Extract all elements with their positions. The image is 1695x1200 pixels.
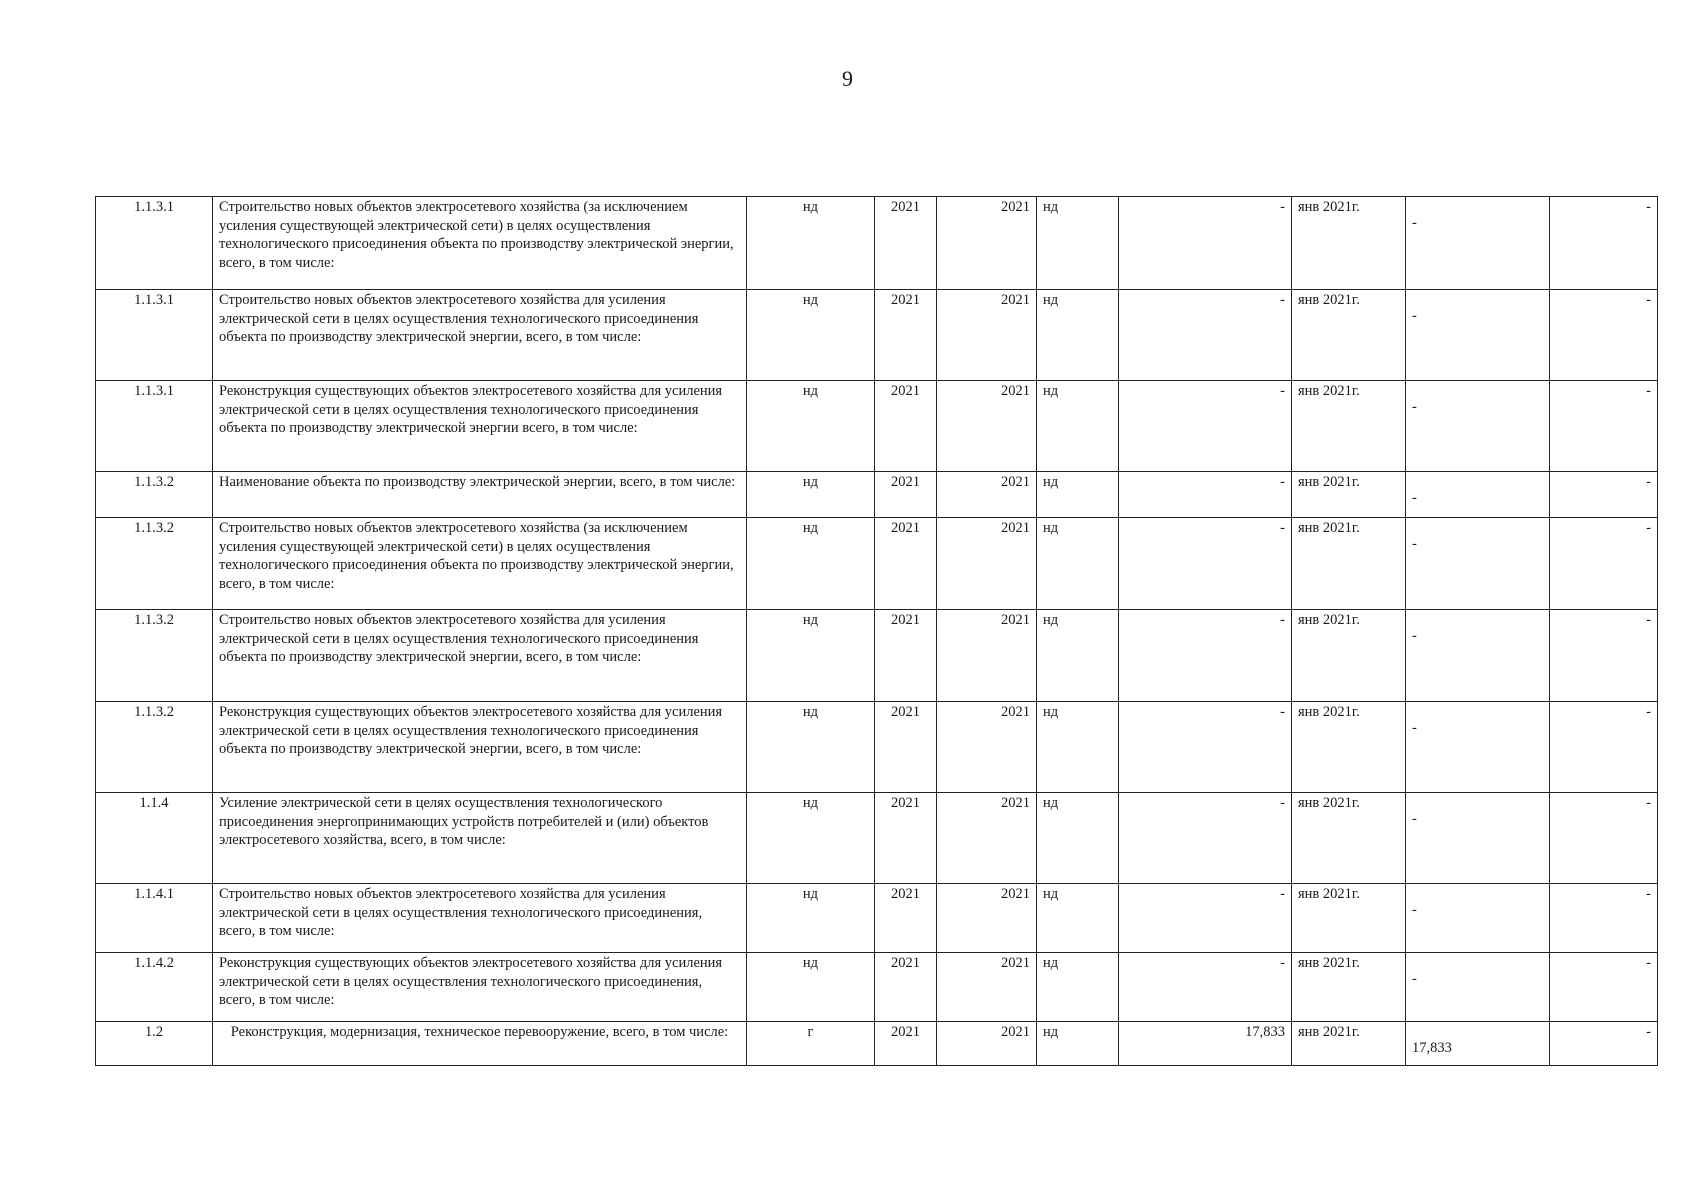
row-value2: - [1412,720,1417,736]
row-date: янв 2021г. [1292,518,1406,610]
row-value2: - [1412,490,1417,506]
row-value2: - [1412,628,1417,644]
row-name: Наименование объекта по производству электрической энергии, всего, в том числе: [213,472,747,518]
row-year-start: 2021 [875,793,937,884]
table-row [96,953,1658,1022]
row-type: нд [747,793,875,884]
row-value: 17,833 [1119,1022,1292,1066]
row-year-start: 2021 [875,1022,937,1066]
row-value: - [1119,610,1292,702]
row-value3: - [1550,953,1658,1022]
row-value2: - [1412,811,1417,827]
row-number: 1.1.3.2 [96,702,213,793]
row-year-start: 2021 [875,884,937,953]
row-year-end: 2021 [937,518,1037,610]
row-value: - [1119,197,1292,290]
row-name: Строительство новых объектов электросетевого хозяйства для усиления электрической сети в целях осуществления технологического присоединения, всего, в том числе: [213,884,747,953]
row-type: нд [747,610,875,702]
row-value3: - [1550,1022,1658,1066]
row-status: нд [1037,953,1119,1022]
row-value3: - [1550,472,1658,518]
row-number: 1.1.3.2 [96,472,213,518]
row-number: 1.1.3.2 [96,518,213,610]
investment-table [95,196,1658,1066]
row-status: нд [1037,290,1119,381]
row-date: янв 2021г. [1292,793,1406,884]
row-value3: - [1550,290,1658,381]
row-year-end: 2021 [937,381,1037,472]
row-status: нд [1037,793,1119,884]
row-date: янв 2021г. [1292,472,1406,518]
row-name: Строительство новых объектов электросетевого хозяйства для усиления электрической сети в целях осуществления технологического присоединения объекта по производству электрической энергии, всего, в том числе: [213,290,747,381]
row-year-end: 2021 [937,702,1037,793]
row-name: Реконструкция, модернизация, техническое перевооружение, всего, в том числе: [213,1022,747,1066]
row-value3: - [1550,610,1658,702]
row-year-start: 2021 [875,953,937,1022]
row-value: - [1119,793,1292,884]
row-value: - [1119,884,1292,953]
row-value: - [1119,472,1292,518]
row-name: Строительство новых объектов электросетевого хозяйства (за исключением усиления существующей электрической сети) в целях осуществления технологического присоединения объекта по производству электрической энергии, всего, в том числе: [213,518,747,610]
row-date: янв 2021г. [1292,953,1406,1022]
table-row [96,518,1658,610]
row-value2: - [1412,536,1417,552]
row-date: янв 2021г. [1292,884,1406,953]
table-row [96,1022,1658,1066]
row-date: янв 2021г. [1292,290,1406,381]
row-status: нд [1037,884,1119,953]
row-type: г [747,1022,875,1066]
row-year-start: 2021 [875,702,937,793]
row-name: Строительство новых объектов электросетевого хозяйства (за исключением усиления существующей электрической сети) в целях осуществления технологического присоединения объекта по производству электрической энергии, всего, в том числе: [213,197,747,290]
row-value2: - [1412,399,1417,415]
row-type: нд [747,381,875,472]
row-value: - [1119,290,1292,381]
row-value3: - [1550,197,1658,290]
table-row [96,884,1658,953]
table-row [96,472,1658,518]
row-value2: - [1412,902,1417,918]
row-number: 1.1.3.1 [96,197,213,290]
row-year-end: 2021 [937,197,1037,290]
row-year-start: 2021 [875,381,937,472]
table-row [96,381,1658,472]
row-name: Усиление электрической сети в целях осуществления технологического присоединения энергопринимающих устройств потребителей и (или) объектов электросетевого хозяйства, всего, в том числе: [213,793,747,884]
row-type: нд [747,197,875,290]
row-year-start: 2021 [875,290,937,381]
row-value: - [1119,381,1292,472]
row-date: янв 2021г. [1292,197,1406,290]
row-value3: - [1550,702,1658,793]
row-year-start: 2021 [875,197,937,290]
row-year-end: 2021 [937,610,1037,702]
table-row [96,610,1658,702]
row-type: нд [747,290,875,381]
row-date: янв 2021г. [1292,702,1406,793]
row-value3: - [1550,381,1658,472]
row-year-start: 2021 [875,472,937,518]
row-status: нд [1037,381,1119,472]
row-value: - [1119,518,1292,610]
row-type: нд [747,518,875,610]
row-number: 1.1.4.1 [96,884,213,953]
page-number: 9 [842,66,853,91]
row-name: Реконструкция существующих объектов электросетевого хозяйства для усиления электрической сети в целях осуществления технологического присоединения объекта по производству электрической энергии всего, в том числе: [213,381,747,472]
row-value2: 17,833 [1412,1040,1452,1056]
row-number: 1.1.3.1 [96,381,213,472]
row-year-end: 2021 [937,793,1037,884]
row-number: 1.1.4 [96,793,213,884]
row-number: 1.2 [96,1022,213,1066]
row-status: нд [1037,472,1119,518]
row-value2: - [1412,215,1417,231]
row-value2: - [1412,308,1417,324]
row-number: 1.1.4.2 [96,953,213,1022]
row-type: нд [747,953,875,1022]
row-type: нд [747,472,875,518]
row-value2: - [1412,971,1417,987]
row-name: Строительство новых объектов электросетевого хозяйства для усиления электрической сети в целях осуществления технологического присоединения объекта по производству электрической энергии, всего, в том числе: [213,610,747,702]
row-date: янв 2021г. [1292,610,1406,702]
row-status: нд [1037,702,1119,793]
row-type: нд [747,702,875,793]
row-year-end: 2021 [937,290,1037,381]
row-type: нд [747,884,875,953]
row-date: янв 2021г. [1292,1022,1406,1066]
row-value3: - [1550,793,1658,884]
row-year-start: 2021 [875,518,937,610]
row-year-end: 2021 [937,472,1037,518]
row-number: 1.1.3.1 [96,290,213,381]
row-name: Реконструкция существующих объектов электросетевого хозяйства для усиления электрической сети в целях осуществления технологического присоединения объекта по производству электрической энергии, всего, в том числе: [213,702,747,793]
table-row [96,290,1658,381]
row-status: нд [1037,610,1119,702]
table-row [96,197,1658,290]
row-value: - [1119,702,1292,793]
row-status: нд [1037,518,1119,610]
row-value: - [1119,953,1292,1022]
row-value3: - [1550,884,1658,953]
table-row [96,793,1658,884]
row-value3: - [1550,518,1658,610]
table-row [96,702,1658,793]
row-year-end: 2021 [937,953,1037,1022]
row-number: 1.1.3.2 [96,610,213,702]
row-status: нд [1037,1022,1119,1066]
row-date: янв 2021г. [1292,381,1406,472]
row-year-end: 2021 [937,1022,1037,1066]
row-year-end: 2021 [937,884,1037,953]
row-status: нд [1037,197,1119,290]
row-name: Реконструкция существующих объектов электросетевого хозяйства для усиления электрической сети в целях осуществления технологического присоединения, всего, в том числе: [213,953,747,1022]
row-year-start: 2021 [875,610,937,702]
